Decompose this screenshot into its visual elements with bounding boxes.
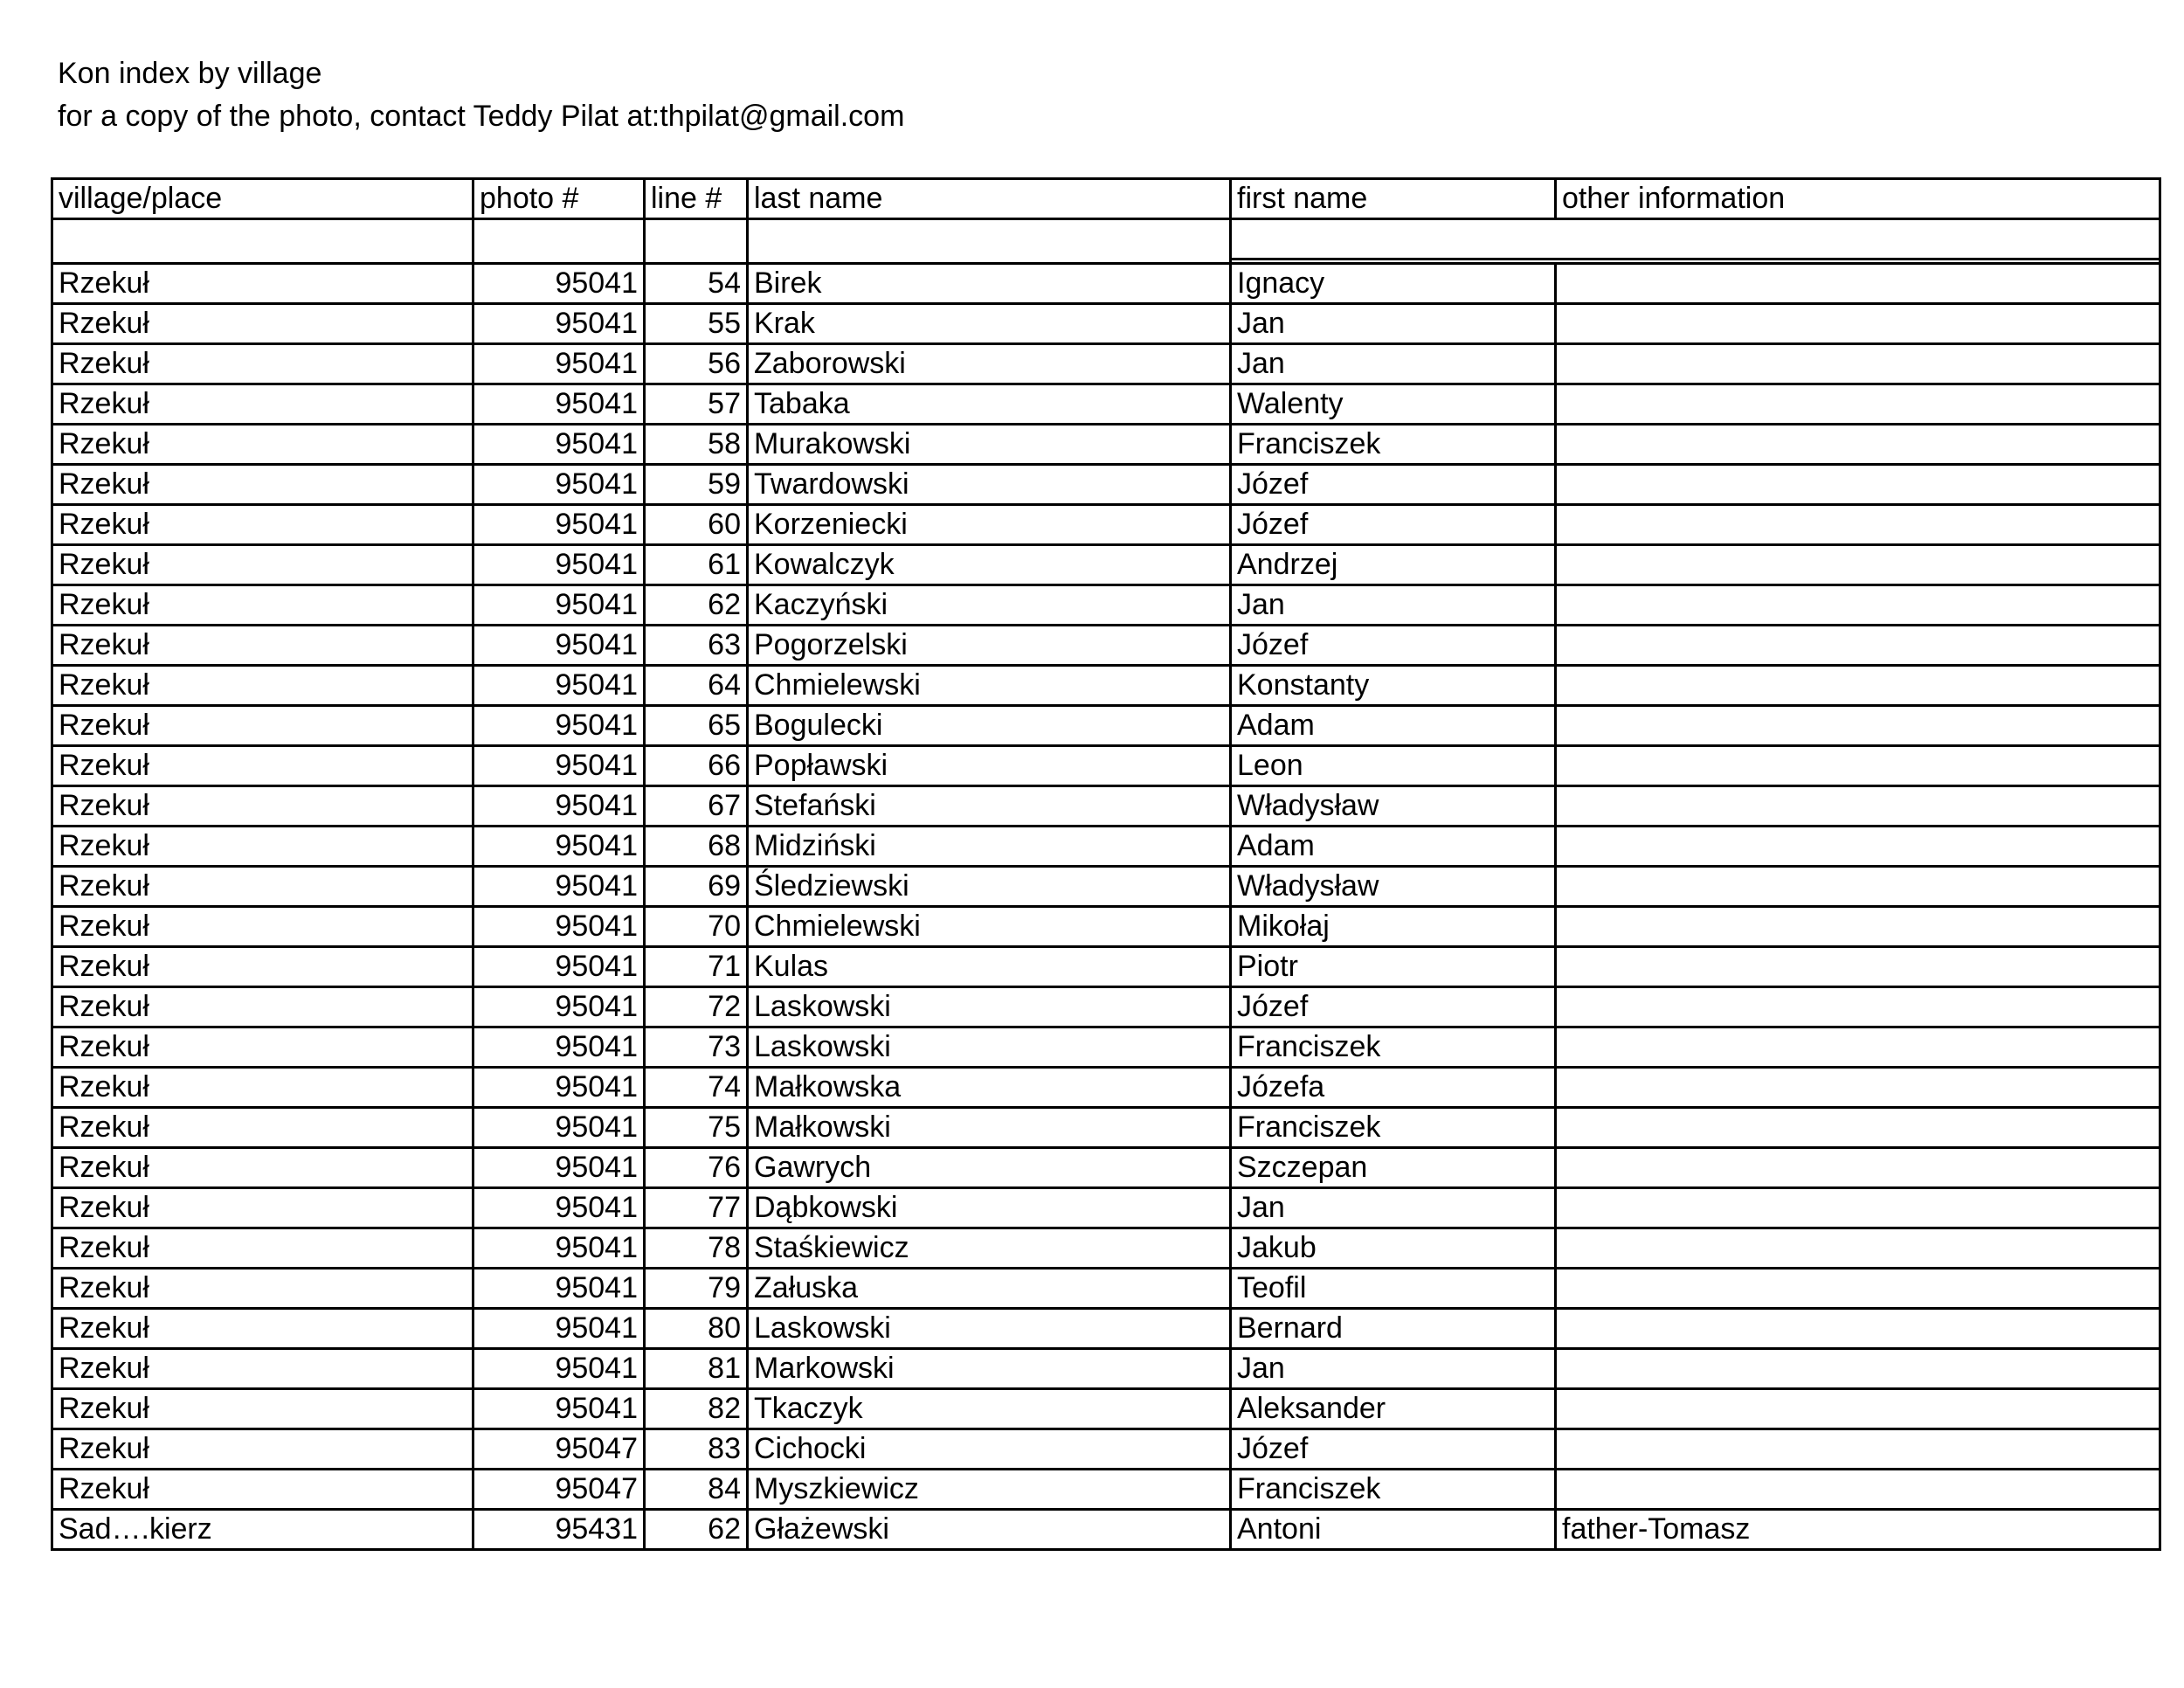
cell-village: Rzekuł (52, 545, 473, 585)
cell-photo-number: 95047 (473, 1470, 645, 1510)
cell-village: Sad….kierz (52, 1510, 473, 1550)
cell-line-number: 58 (645, 425, 748, 465)
cell-other-information (1556, 1068, 2160, 1108)
cell-first-name: Józef (1231, 465, 1556, 505)
cell-other-information (1556, 1027, 2160, 1068)
cell-first-name: Leon (1231, 746, 1556, 786)
cell-village: Rzekuł (52, 1389, 473, 1429)
cell-last-name: Myszkiewicz (748, 1470, 1231, 1510)
cell-photo-number: 95041 (473, 907, 645, 947)
table-row (52, 304, 2160, 344)
cell-photo-number: 95041 (473, 465, 645, 505)
cell-line-number: 68 (645, 827, 748, 867)
table-row (52, 1188, 2160, 1228)
cell-other-information: father-Tomasz (1556, 1510, 2160, 1550)
cell-line-number: 82 (645, 1389, 748, 1429)
table-row (52, 827, 2160, 867)
cell-first-name: Jan (1231, 1188, 1556, 1228)
cell-other-information (1556, 1470, 2160, 1510)
table-row (52, 545, 2160, 585)
cell-other-information (1556, 867, 2160, 907)
cell-line-number: 69 (645, 867, 748, 907)
column-header-village: village/place (52, 179, 473, 219)
cell-photo-number: 95041 (473, 264, 645, 304)
cell-photo-number: 95041 (473, 585, 645, 626)
cell-last-name: Midziński (748, 827, 1231, 867)
table-row (52, 1309, 2160, 1349)
table-row (52, 384, 2160, 425)
table-row (52, 867, 2160, 907)
cell-first-name: Jan (1231, 344, 1556, 384)
blank-cell (52, 219, 473, 259)
cell-last-name: Laskowski (748, 987, 1231, 1027)
cell-other-information (1556, 626, 2160, 666)
cell-village: Rzekuł (52, 626, 473, 666)
table-row (52, 1068, 2160, 1108)
cell-photo-number: 95041 (473, 1027, 645, 1068)
cell-other-information (1556, 786, 2160, 827)
cell-first-name: Franciszek (1231, 425, 1556, 465)
cell-village: Rzekuł (52, 1309, 473, 1349)
cell-other-information (1556, 1389, 2160, 1429)
cell-last-name: Kulas (748, 947, 1231, 987)
table-row (52, 1269, 2160, 1309)
cell-last-name: Murakowski (748, 425, 1231, 465)
cell-first-name: Józef (1231, 505, 1556, 545)
table-header-row (52, 179, 2160, 219)
table-row (52, 425, 2160, 465)
cell-village: Rzekuł (52, 987, 473, 1027)
cell-other-information (1556, 666, 2160, 706)
cell-line-number: 84 (645, 1470, 748, 1510)
table-row (52, 907, 2160, 947)
cell-last-name: Stefański (748, 786, 1231, 827)
cell-last-name: Chmielewski (748, 907, 1231, 947)
cell-photo-number: 95041 (473, 947, 645, 987)
cell-other-information (1556, 907, 2160, 947)
cell-other-information (1556, 1188, 2160, 1228)
cell-village: Rzekuł (52, 585, 473, 626)
cell-first-name: Walenty (1231, 384, 1556, 425)
cell-first-name: Mikołaj (1231, 907, 1556, 947)
cell-photo-number: 95041 (473, 666, 645, 706)
cell-other-information (1556, 384, 2160, 425)
table-row (52, 1349, 2160, 1389)
cell-photo-number: 95041 (473, 505, 645, 545)
cell-village: Rzekuł (52, 1148, 473, 1188)
table-row (52, 947, 2160, 987)
contact-note: for a copy of the photo, contact Teddy Pilat at:thpilat@gmail.com (58, 100, 905, 133)
cell-photo-number: 95041 (473, 786, 645, 827)
cell-photo-number: 95041 (473, 1148, 645, 1188)
cell-village: Rzekuł (52, 1188, 473, 1228)
column-header-other-information: other information (1556, 179, 2160, 219)
table-row (52, 1108, 2160, 1148)
cell-first-name: Franciszek (1231, 1470, 1556, 1510)
cell-photo-number: 95041 (473, 1309, 645, 1349)
cell-line-number: 74 (645, 1068, 748, 1108)
cell-last-name: Głażewski (748, 1510, 1231, 1550)
cell-photo-number: 95041 (473, 1389, 645, 1429)
cell-last-name: Korzeniecki (748, 505, 1231, 545)
cell-other-information (1556, 706, 2160, 746)
cell-line-number: 65 (645, 706, 748, 746)
cell-other-information (1556, 987, 2160, 1027)
cell-last-name: Markowski (748, 1349, 1231, 1389)
cell-photo-number: 95041 (473, 1349, 645, 1389)
cell-other-information (1556, 1228, 2160, 1269)
cell-village: Rzekuł (52, 1269, 473, 1309)
column-header-last-name: last name (748, 179, 1231, 219)
cell-first-name: Jakub (1231, 1228, 1556, 1269)
table-row (52, 585, 2160, 626)
cell-last-name: Zaborowski (748, 344, 1231, 384)
table-row (52, 1148, 2160, 1188)
table-body (52, 219, 2160, 1550)
cell-last-name: Załuska (748, 1269, 1231, 1309)
cell-photo-number: 95041 (473, 706, 645, 746)
table-row (52, 706, 2160, 746)
blank-cell (473, 219, 645, 259)
cell-other-information (1556, 1309, 2160, 1349)
cell-photo-number: 95041 (473, 987, 645, 1027)
table-row (52, 1228, 2160, 1269)
cell-first-name: Józef (1231, 1429, 1556, 1470)
cell-photo-number: 95047 (473, 1429, 645, 1470)
cell-last-name: Kaczyński (748, 585, 1231, 626)
cell-first-name: Teofil (1231, 1269, 1556, 1309)
cell-other-information (1556, 465, 2160, 505)
cell-village: Rzekuł (52, 1429, 473, 1470)
cell-first-name: Adam (1231, 706, 1556, 746)
cell-first-name: Jan (1231, 1349, 1556, 1389)
cell-photo-number: 95431 (473, 1510, 645, 1550)
cell-first-name: Andrzej (1231, 545, 1556, 585)
table-row (52, 746, 2160, 786)
cell-village: Rzekuł (52, 947, 473, 987)
cell-other-information (1556, 545, 2160, 585)
cell-photo-number: 95041 (473, 344, 645, 384)
cell-line-number: 66 (645, 746, 748, 786)
cell-photo-number: 95041 (473, 1228, 645, 1269)
cell-line-number: 80 (645, 1309, 748, 1349)
cell-first-name: Piotr (1231, 947, 1556, 987)
cell-village: Rzekuł (52, 1228, 473, 1269)
cell-first-name: Szczepan (1231, 1148, 1556, 1188)
cell-village: Rzekuł (52, 907, 473, 947)
cell-other-information (1556, 827, 2160, 867)
cell-first-name: Antoni (1231, 1510, 1556, 1550)
cell-line-number: 54 (645, 264, 748, 304)
cell-village: Rzekuł (52, 1027, 473, 1068)
cell-last-name: Twardowski (748, 465, 1231, 505)
table-row (52, 264, 2160, 304)
cell-line-number: 75 (645, 1108, 748, 1148)
cell-last-name: Chmielewski (748, 666, 1231, 706)
cell-photo-number: 95041 (473, 1108, 645, 1148)
document-header (58, 52, 904, 138)
cell-first-name: Aleksander (1231, 1389, 1556, 1429)
cell-village: Rzekuł (52, 1470, 473, 1510)
column-header-photo: photo # (473, 179, 645, 219)
cell-last-name: Tabaka (748, 384, 1231, 425)
cell-first-name: Józefa (1231, 1068, 1556, 1108)
cell-photo-number: 95041 (473, 867, 645, 907)
cell-line-number: 83 (645, 1429, 748, 1470)
cell-village: Rzekuł (52, 1108, 473, 1148)
cell-last-name: Tkaczyk (748, 1389, 1231, 1429)
cell-first-name: Adam (1231, 827, 1556, 867)
cell-first-name: Jan (1231, 304, 1556, 344)
cell-village: Rzekuł (52, 827, 473, 867)
table-row (52, 1470, 2160, 1510)
cell-last-name: Dąbkowski (748, 1188, 1231, 1228)
cell-line-number: 71 (645, 947, 748, 987)
table-row (52, 666, 2160, 706)
cell-line-number: 67 (645, 786, 748, 827)
cell-photo-number: 95041 (473, 827, 645, 867)
cell-photo-number: 95041 (473, 384, 645, 425)
cell-village: Rzekuł (52, 465, 473, 505)
cell-first-name: Franciszek (1231, 1108, 1556, 1148)
cell-last-name: Kowalczyk (748, 545, 1231, 585)
cell-other-information (1556, 746, 2160, 786)
cell-line-number: 59 (645, 465, 748, 505)
cell-last-name: Cichocki (748, 1429, 1231, 1470)
cell-village: Rzekuł (52, 746, 473, 786)
cell-village: Rzekuł (52, 1068, 473, 1108)
cell-first-name: Franciszek (1231, 1027, 1556, 1068)
cell-other-information (1556, 1429, 2160, 1470)
table-row (52, 786, 2160, 827)
table-row (52, 626, 2160, 666)
cell-line-number: 81 (645, 1349, 748, 1389)
cell-village: Rzekuł (52, 867, 473, 907)
cell-other-information (1556, 344, 2160, 384)
cell-last-name: Popławski (748, 746, 1231, 786)
cell-line-number: 64 (645, 666, 748, 706)
cell-other-information (1556, 947, 2160, 987)
cell-last-name: Laskowski (748, 1027, 1231, 1068)
cell-photo-number: 95041 (473, 545, 645, 585)
cell-photo-number: 95041 (473, 626, 645, 666)
cell-line-number: 55 (645, 304, 748, 344)
cell-line-number: 76 (645, 1148, 748, 1188)
cell-village: Rzekuł (52, 1349, 473, 1389)
cell-first-name: Józef (1231, 987, 1556, 1027)
cell-last-name: Pogorzelski (748, 626, 1231, 666)
cell-first-name: Józef (1231, 626, 1556, 666)
cell-first-name: Konstanty (1231, 666, 1556, 706)
blank-cell (748, 219, 1231, 259)
cell-village: Rzekuł (52, 786, 473, 827)
cell-last-name: Laskowski (748, 1309, 1231, 1349)
cell-first-name: Władysław (1231, 786, 1556, 827)
cell-line-number: 56 (645, 344, 748, 384)
table-row (52, 1389, 2160, 1429)
column-header-line: line # (645, 179, 748, 219)
cell-photo-number: 95041 (473, 746, 645, 786)
cell-line-number: 61 (645, 545, 748, 585)
cell-first-name: Jan (1231, 585, 1556, 626)
cell-other-information (1556, 1349, 2160, 1389)
blank-row (52, 219, 2160, 259)
column-header-first-name: first name (1231, 179, 1556, 219)
table-row (52, 987, 2160, 1027)
table-row (52, 1429, 2160, 1470)
cell-line-number: 78 (645, 1228, 748, 1269)
cell-village: Rzekuł (52, 384, 473, 425)
cell-village: Rzekuł (52, 304, 473, 344)
table-row (52, 1510, 2160, 1550)
cell-last-name: Bogulecki (748, 706, 1231, 746)
cell-other-information (1556, 505, 2160, 545)
cell-last-name: Małkowska (748, 1068, 1231, 1108)
cell-line-number: 62 (645, 585, 748, 626)
table-row (52, 1027, 2160, 1068)
cell-first-name: Ignacy (1231, 264, 1556, 304)
cell-line-number: 60 (645, 505, 748, 545)
cell-line-number: 79 (645, 1269, 748, 1309)
cell-last-name: Małkowski (748, 1108, 1231, 1148)
blank-cell (645, 219, 748, 259)
cell-other-information (1556, 585, 2160, 626)
cell-last-name: Śledziewski (748, 867, 1231, 907)
cell-other-information (1556, 1148, 2160, 1188)
cell-photo-number: 95041 (473, 304, 645, 344)
cell-village: Rzekuł (52, 425, 473, 465)
cell-photo-number: 95041 (473, 1188, 645, 1228)
cell-other-information (1556, 264, 2160, 304)
cell-village: Rzekuł (52, 666, 473, 706)
cell-first-name: Władysław (1231, 867, 1556, 907)
cell-line-number: 57 (645, 384, 748, 425)
table-row (52, 465, 2160, 505)
cell-first-name: Bernard (1231, 1309, 1556, 1349)
cell-village: Rzekuł (52, 505, 473, 545)
cell-line-number: 63 (645, 626, 748, 666)
cell-line-number: 70 (645, 907, 748, 947)
village-index-table (51, 177, 2161, 1551)
cell-line-number: 73 (645, 1027, 748, 1068)
blank-cell (1231, 219, 2160, 259)
cell-line-number: 72 (645, 987, 748, 1027)
document-title: Kon index by village (58, 57, 322, 90)
cell-last-name: Gawrych (748, 1148, 1231, 1188)
cell-photo-number: 95041 (473, 1269, 645, 1309)
cell-village: Rzekuł (52, 264, 473, 304)
cell-other-information (1556, 304, 2160, 344)
cell-other-information (1556, 1108, 2160, 1148)
cell-line-number: 62 (645, 1510, 748, 1550)
cell-last-name: Krak (748, 304, 1231, 344)
cell-village: Rzekuł (52, 344, 473, 384)
cell-other-information (1556, 425, 2160, 465)
cell-village: Rzekuł (52, 706, 473, 746)
table-row (52, 505, 2160, 545)
cell-photo-number: 95041 (473, 1068, 645, 1108)
cell-photo-number: 95041 (473, 425, 645, 465)
cell-other-information (1556, 1269, 2160, 1309)
table-row (52, 344, 2160, 384)
cell-last-name: Staśkiewicz (748, 1228, 1231, 1269)
cell-last-name: Birek (748, 264, 1231, 304)
cell-line-number: 77 (645, 1188, 748, 1228)
